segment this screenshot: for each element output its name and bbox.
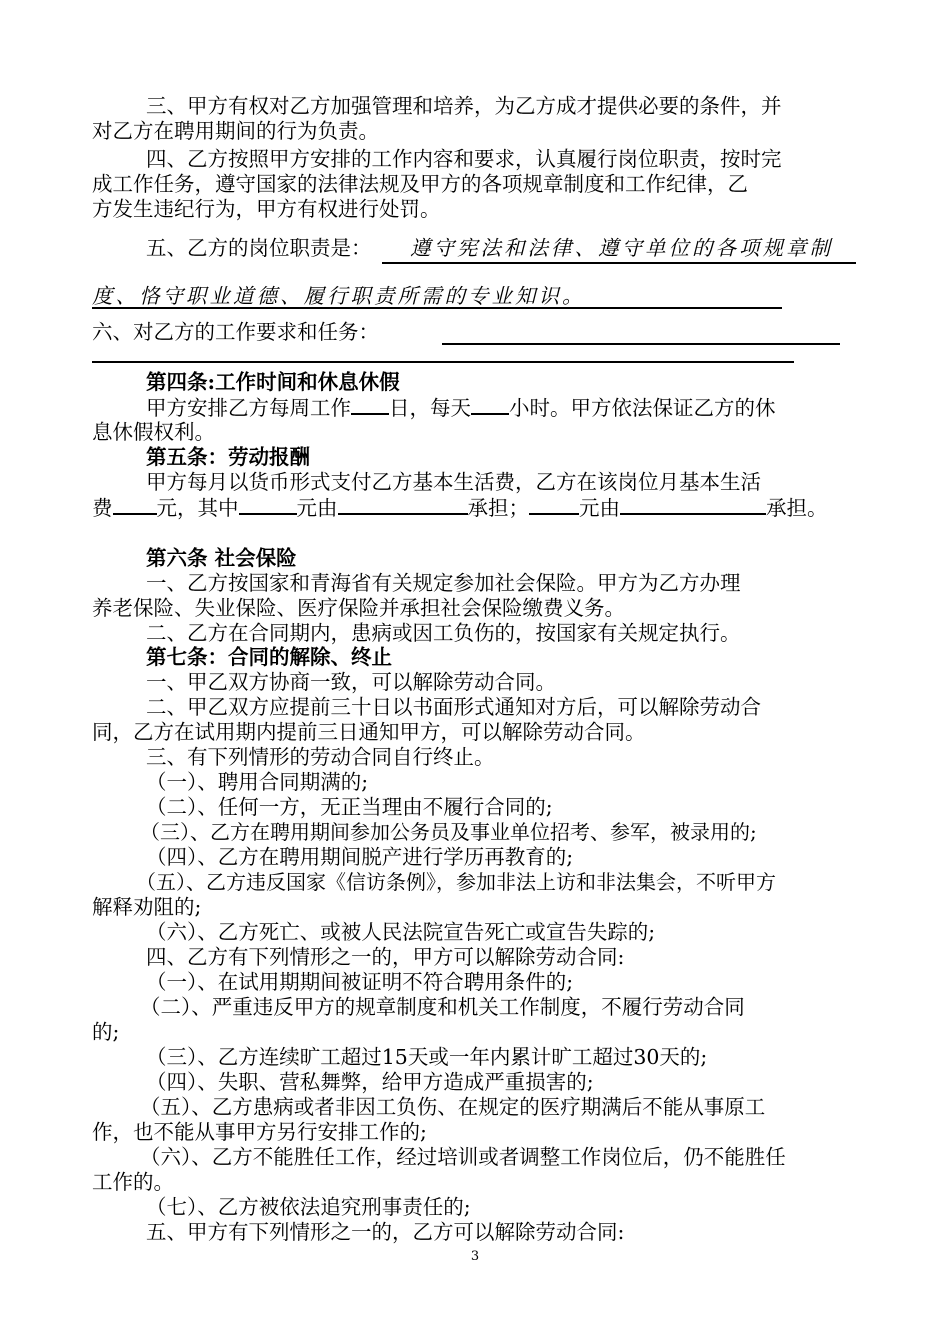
insurance-line-2: 养老保险、失业保险、医疗保险并承担社会保险缴费义务。 (92, 596, 625, 620)
termination-line-4: 三、有下列情形的劳动合同自行终止。 (146, 745, 495, 769)
list-item: （四）、乙方在聘用期间脱产进行学历再教育的; (146, 845, 574, 869)
list-item: （三）、乙方连续旷工超过15天或一年内累计旷工超过30天的; (146, 1045, 708, 1069)
tasks-underline-1 (442, 343, 840, 345)
clause-3-line-1: 三、甲方有权对乙方加强管理和培养，为乙方成才提供必要的条件，并 (146, 94, 782, 118)
rest-line: 息休假权利。 (92, 420, 215, 444)
termination-line-1: 一、甲乙双方协商一致，可以解除劳动合同。 (146, 670, 556, 694)
list-item: （二）、任何一方，无正当理由不履行合同的; (146, 795, 553, 819)
pay-payer2-blank (620, 495, 766, 515)
list-item-continuation: 解释劝阻的; (92, 895, 202, 919)
work-time-line (146, 395, 776, 420)
days-blank (351, 395, 389, 415)
termination-line-2: 二、甲乙双方应提前三十日以书面形式通知对方后，可以解除劳动合 (146, 695, 761, 719)
duties-handwritten-2: 度、恪守职业道德、履行职责所需的专业知识。 (92, 284, 586, 308)
list-item-continuation: 作，也不能从事甲方另行安排工作的; (92, 1120, 427, 1144)
pay-line-2 (92, 495, 828, 520)
hours-blank (471, 395, 509, 415)
pay-line-1: 甲方每月以货币形式支付乙方基本生活费，乙方在该岗位月基本生活 (146, 470, 761, 494)
pay-text-e: 元由 (579, 496, 620, 520)
list-item: （四）、失职、营私舞弊，给甲方造成严重损害的; (146, 1070, 594, 1094)
clause-4-line-1: 四、乙方按照甲方安排的工作内容和要求，认真履行岗位职责，按时完 (146, 147, 782, 171)
list-item: （一）、聘用合同期满的; (146, 770, 369, 794)
work-time-text-b: 日，每天 (389, 396, 471, 420)
pay-text-a: 费 (92, 496, 113, 520)
tasks-underline-2 (92, 361, 794, 363)
list-item: （三）、乙方在聘用期间参加公务员及事业单位招考、参军，被录用的; (140, 820, 757, 844)
duties-underline-1 (382, 262, 856, 264)
clause-3-line-2: 对乙方在聘用期间的行为负责。 (92, 119, 379, 143)
list-item: （七）、乙方被依法追究刑事责任的; (146, 1195, 471, 1219)
article-4-heading: 第四条:工作时间和休息休假 (146, 370, 400, 394)
duties-handwritten-1: 遵守宪法和法律、遵守单位的各项规章制 (410, 236, 833, 260)
list-item: （六）、乙方死亡、或被人民法院宣告死亡或宣告失踪的; (146, 920, 656, 944)
work-time-text-a: 甲方安排乙方每周工作 (146, 396, 351, 420)
article-5-heading: 第五条：劳动报酬 (146, 445, 310, 469)
list-item: （五）、乙方违反国家《信访条例》，参加非法上访和非法集会，不听甲方 (136, 870, 776, 894)
pay-text-d: 承担； (467, 496, 529, 520)
article-7-heading: 第七条：合同的解除、终止 (146, 645, 392, 669)
pay-text-b: 元，其中 (156, 496, 239, 520)
list-item: （六）、乙方不能胜任工作，经过培训或者调整工作岗位后，仍不能胜任 (140, 1145, 786, 1169)
pay-text-f: 承担。 (766, 496, 828, 520)
duties-label: 五、乙方的岗位职责是： (146, 236, 372, 260)
insurance-line-3: 二、乙方在合同期内，患病或因工负伤的，按国家有关规定执行。 (146, 621, 741, 645)
list-item: （一）、在试用期期间被证明不符合聘用条件的; (146, 970, 574, 994)
pay-amount-blank (113, 495, 157, 515)
dismissal-intro: 四、乙方有下列情形之一的，甲方可以解除劳动合同: (146, 945, 625, 969)
work-time-text-c: 小时。甲方依法保证乙方的休 (509, 396, 776, 420)
clause-4-line-2: 成工作任务，遵守国家的法律法规及甲方的各项规章制度和工作纪律，乙 (92, 172, 748, 196)
pay-text-c: 元由 (296, 496, 338, 520)
list-item: （五）、乙方患病或者非因工负伤、在规定的医疗期满后不能从事原工 (140, 1095, 766, 1119)
insurance-line-1: 一、乙方按国家和青海省有关规定参加社会保险。甲方为乙方办理 (146, 571, 741, 595)
article-6-heading: 第六条 社会保险 (146, 546, 297, 570)
tasks-label: 六、对乙方的工作要求和任务： (92, 320, 379, 344)
list-item: （二）、严重违反甲方的规章制度和机关工作制度，不履行劳动合同 (140, 995, 745, 1019)
pay-part2-blank (529, 495, 579, 515)
termination-line-3: 同，乙方在试用期内提前三日通知甲方，可以解除劳动合同。 (92, 720, 646, 744)
page-number: 3 (470, 1249, 480, 1264)
duties-underline-2 (92, 307, 782, 309)
pay-part1-blank (239, 495, 297, 515)
list-item-continuation: 的; (92, 1020, 120, 1044)
clause-4-line-3: 方发生违纪行为，甲方有权进行处罚。 (92, 197, 441, 221)
pay-payer1-blank (338, 495, 468, 515)
resignation-intro: 五、甲方有下列情形之一的，乙方可以解除劳动合同: (146, 1220, 625, 1244)
list-item-continuation: 工作的。 (92, 1170, 174, 1194)
